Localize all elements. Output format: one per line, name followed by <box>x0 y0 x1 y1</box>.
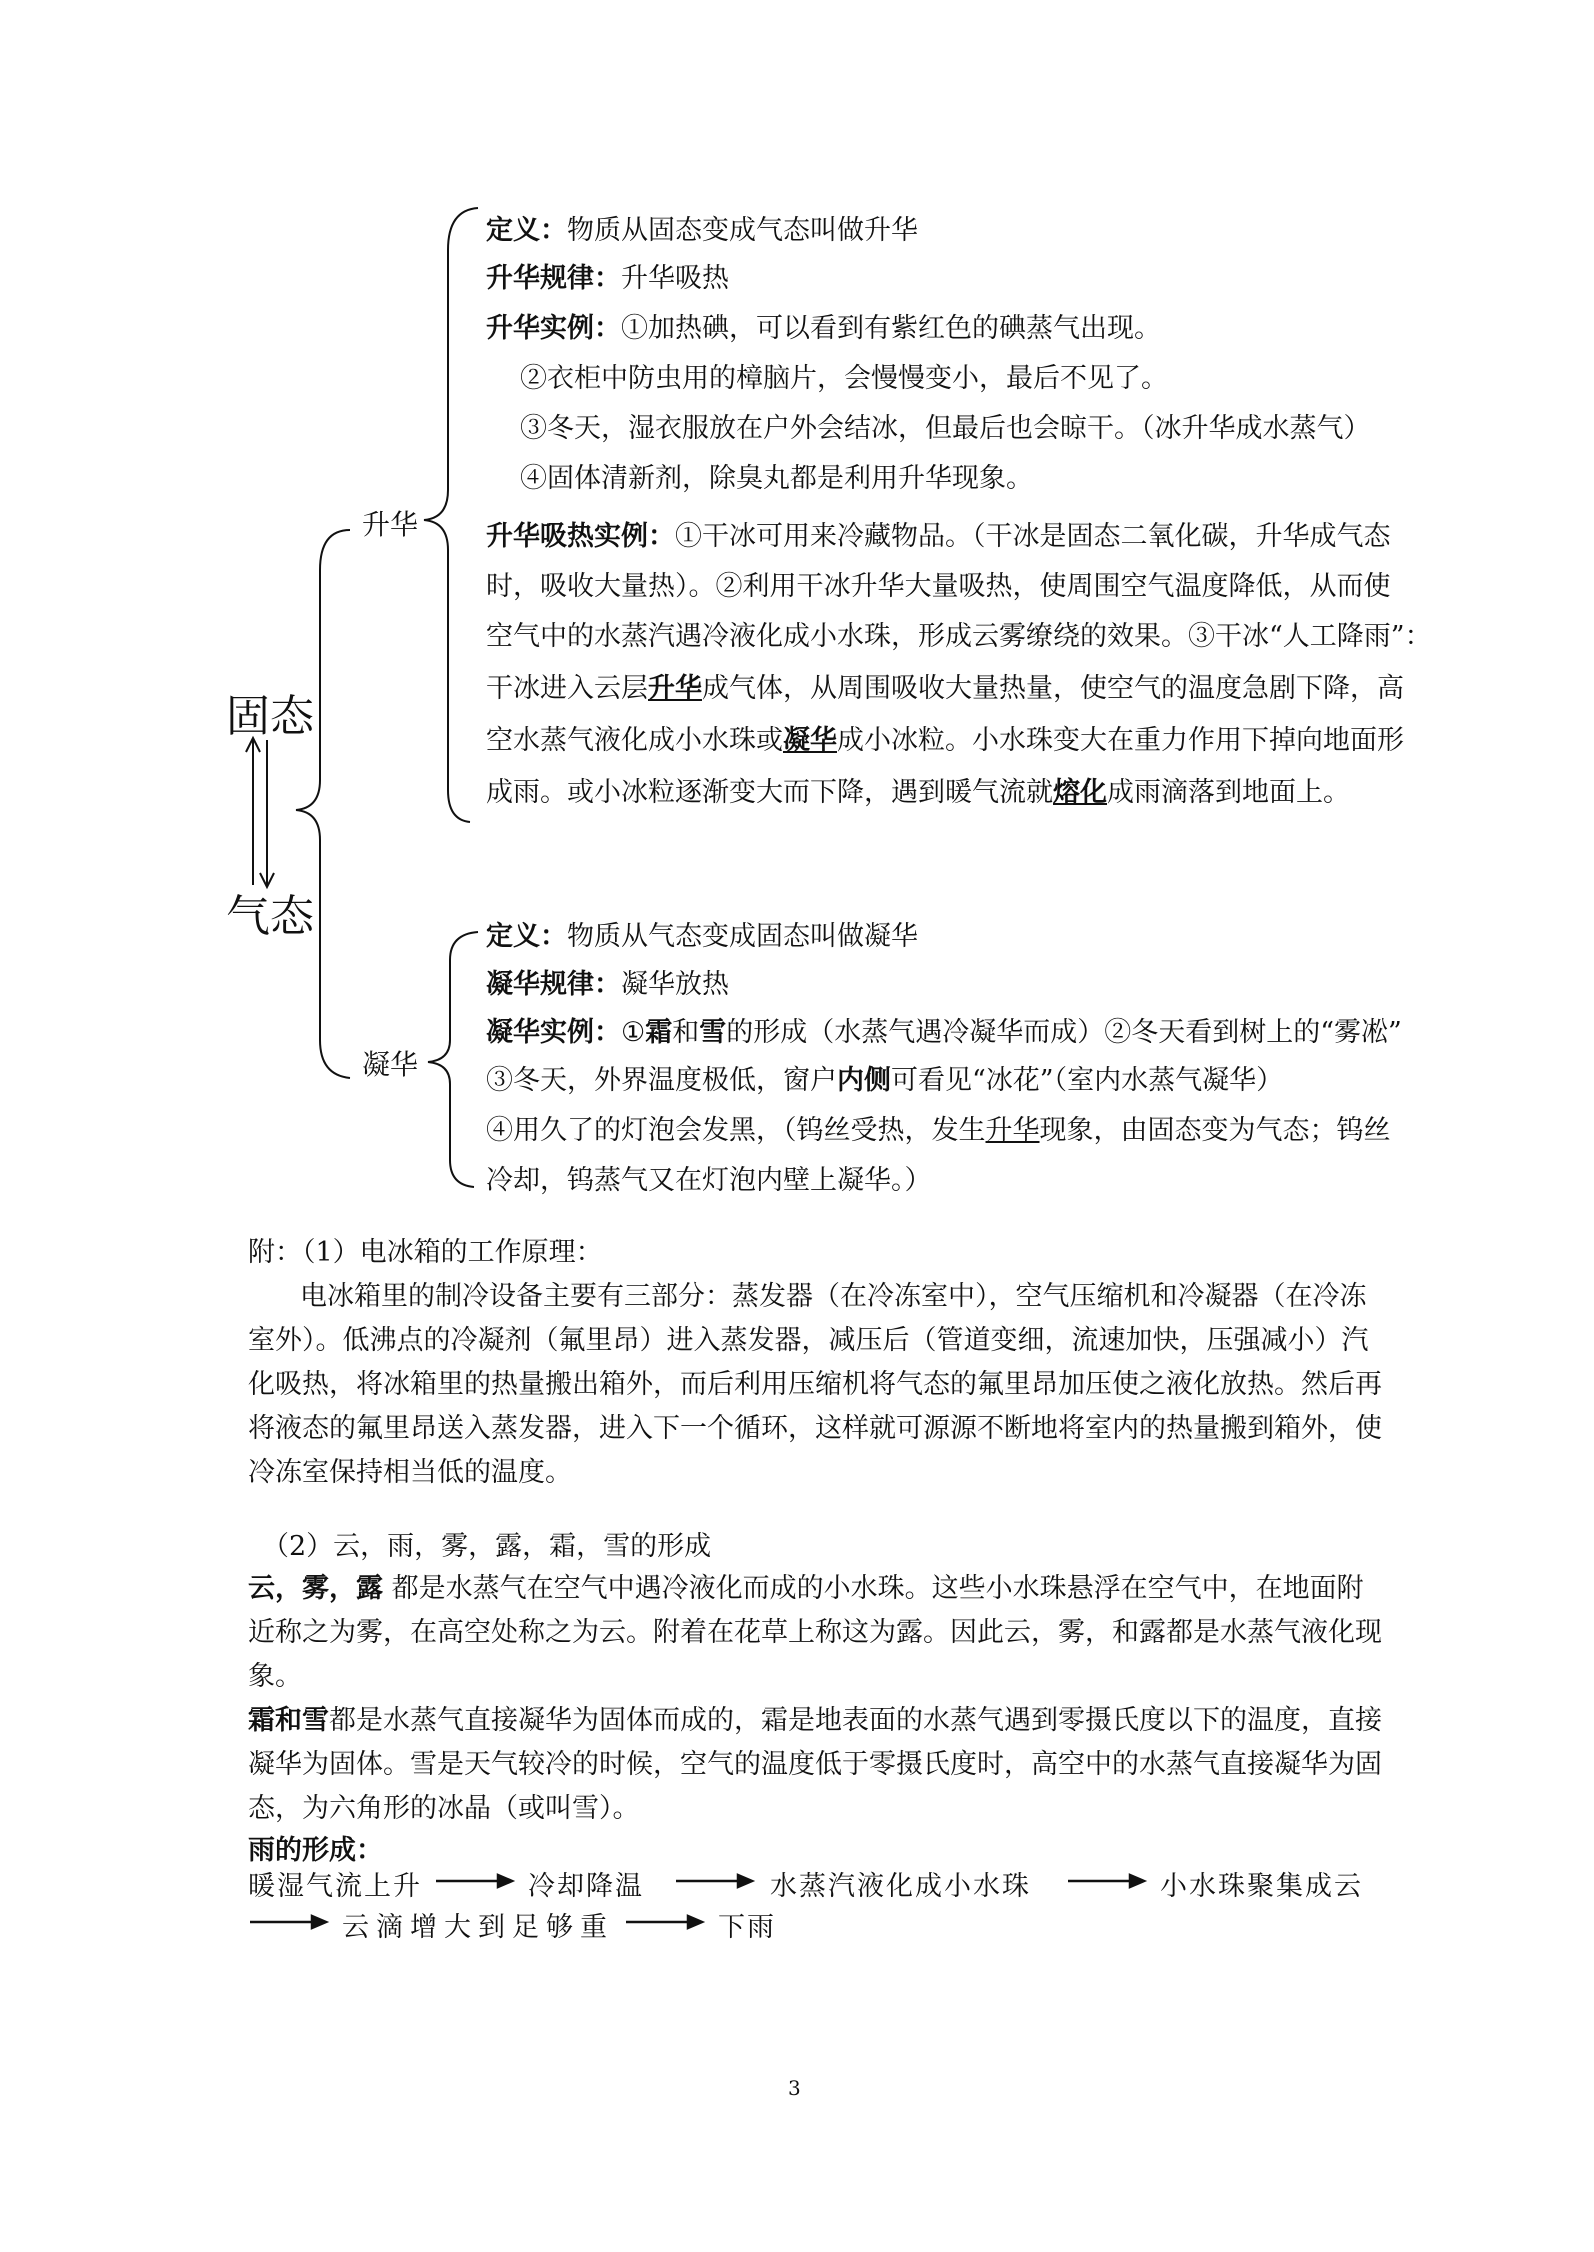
flow-step-2: 冷却降温 <box>528 1871 644 1902</box>
sublimation-example-2: ②衣柜中防虫用的樟脑片，会慢慢变小，最后不见了。 <box>520 363 1168 394</box>
sublimation-brace <box>424 208 478 822</box>
appendix1-paragraph-line-5: 冷冻室保持相当低的温度。 <box>248 1457 572 1488</box>
text: ①加热碘，可以看到有紫红色的碘蒸气出现。 <box>621 313 1161 344</box>
sublimation-heat-line-5 <box>486 724 1404 758</box>
appendix2-frost-line-2: 凝华为固体。雪是天气较冷的时候，空气的温度低于零摄氏度时，高空中的水蒸气直接凝华为固 <box>248 1749 1382 1780</box>
appendix1-paragraph-line-1: 电冰箱里的制冷设备主要有三部分：蒸发器（在冷冻室中），空气压缩机和冷凝器（在冷冻 <box>300 1281 1367 1312</box>
sublimation-example-1 <box>486 312 1161 346</box>
sublimation-example-3: ③冬天，湿衣服放在户外会结冰，但最后也会晾干。（冰升华成水蒸气） <box>520 413 1371 444</box>
text: 的形成（水蒸气遇冷凝华而成）②冬天看到树上的“雾凇” <box>726 1017 1402 1048</box>
flow-step-5: 云滴增大到足够重 <box>342 1912 614 1943</box>
deposition-brace <box>428 932 478 1187</box>
sublimation-definition <box>486 214 918 248</box>
text: 空水蒸气液化成小水珠或 <box>486 725 783 756</box>
text: 成小冰粒。小水珠变大在重力作用下掉向地面形 <box>837 725 1404 756</box>
appendix1-paragraph-line-4: 将液态的氟里昂送入蒸发器，进入下一个循环，这样就可源源不断地将室内的热量搬到箱外，使 <box>248 1413 1382 1444</box>
label: 定义： <box>486 215 567 246</box>
text: 现象，由固态变为气态；钨丝 <box>1039 1115 1391 1146</box>
text: 凝华放热 <box>621 969 729 1000</box>
deposition-example-3 <box>486 1114 1391 1148</box>
appendix1-paragraph-line-2: 室外）。低沸点的冷凝剂（氟里昂）进入蒸发器，减压后（管道变细，流速加快，压强减小）汽 <box>248 1325 1369 1356</box>
text: 成气体，从周围吸收大量热量，使空气的温度急剧下降，高 <box>702 673 1404 704</box>
flow-step-4: 小水珠聚集成云 <box>1160 1871 1363 1902</box>
label: 升华实例： <box>486 313 621 344</box>
label: 升华吸热实例： <box>486 521 675 552</box>
emphasis: 霜和雪 <box>248 1705 329 1736</box>
label: 凝华规律： <box>486 969 621 1000</box>
sublimation-heat-line-6 <box>486 776 1350 810</box>
flow-step-3: 水蒸汽液化成小水珠 <box>770 1871 1031 1902</box>
text: 物质从气态变成固态叫做凝华 <box>567 921 918 952</box>
text: 可看见“冰花”（室内水蒸气凝华） <box>891 1065 1284 1096</box>
text: 都是水蒸气直接凝华为固体而成的，霜是地表面的水蒸气遇到零摄氏度以下的温度，直接 <box>329 1705 1382 1736</box>
text: ③冬天，外界温度极低，窗户 <box>486 1065 837 1096</box>
text: ①干冰可用来冷藏物品。（干冰是固态二氧化碳，升华成气态 <box>675 521 1391 552</box>
appendix2-cloud-line-3: 象。 <box>248 1661 302 1692</box>
emphasis: 雪 <box>699 1017 727 1048</box>
deposition-example-1 <box>486 1016 1402 1050</box>
emphasis: 内侧 <box>837 1065 891 1096</box>
page-number: 3 <box>788 2076 801 2100</box>
appendix1-paragraph-line-3: 化吸热，将冰箱里的热量搬出箱外，而后利用压缩机将气态的氟里昂加压使之液化放热。然后再 <box>248 1369 1382 1400</box>
deposition-definition <box>486 920 918 954</box>
sublimation-rule <box>486 262 729 296</box>
text: 都是水蒸气在空气中遇冷液化而成的小水珠。这些小水珠悬浮在空气中，在地面附 <box>383 1573 1364 1604</box>
branch-sublimation-label: 升华 <box>362 508 419 541</box>
deposition-example-4: 冷却，钨蒸气又在灯泡内壁上凝华。） <box>486 1165 932 1196</box>
deposition-rule <box>486 968 729 1002</box>
text: 升华吸热 <box>621 263 729 294</box>
label: 凝华实例： <box>486 1017 621 1048</box>
label: 升华规律： <box>486 263 621 294</box>
text: 成雨。或小冰粒逐渐变大而下降，遇到暖气流就 <box>486 777 1053 808</box>
rain-formation-label: 雨的形成： <box>248 1835 383 1866</box>
appendix2-frost-line-1 <box>248 1704 1382 1738</box>
text: ④用久了的灯泡会发黑，（钨丝受热，发生 <box>486 1115 986 1146</box>
emphasis: 熔化 <box>1053 777 1107 808</box>
appendix2-title: （2）云，雨，雾，露，霜，雪的形成 <box>262 1531 712 1562</box>
emphasis: 霜 <box>645 1017 673 1048</box>
sublimation-example-4: ④固体清新剂，除臭丸都是利用升华现象。 <box>520 463 1033 494</box>
flow-step-1: 暖湿气流上升 <box>248 1871 422 1902</box>
flow-step-6: 下雨 <box>718 1912 776 1943</box>
emphasis: 升华 <box>985 1115 1040 1146</box>
label: 定义： <box>486 921 567 952</box>
root-solid-label: 固态 <box>226 691 314 742</box>
sublimation-heat-line-4 <box>486 672 1404 706</box>
appendix2-cloud-line-1 <box>248 1572 1364 1606</box>
sublimation-heat-line-3: 空气中的水蒸汽遇冷液化成小水珠，形成云雾缭绕的效果。③干冰“人工降雨”： <box>486 621 1432 652</box>
text: 成雨滴落到地面上。 <box>1107 777 1350 808</box>
branch-deposition-label: 凝华 <box>362 1048 419 1081</box>
text: ① <box>621 1017 646 1048</box>
sublimation-heat-line-2: 时，吸收大量热）。②利用干冰升华大量吸热，使周围空气温度降低，从而使 <box>486 571 1391 602</box>
appendix1-title: 附：（1）电冰箱的工作原理： <box>248 1237 603 1268</box>
text: 物质从固态变成气态叫做升华 <box>567 215 918 246</box>
text: 和 <box>672 1017 700 1048</box>
emphasis: 凝华 <box>783 725 837 756</box>
emphasis: 升华 <box>648 673 702 704</box>
emphasis: 云，雾，露 <box>248 1573 383 1604</box>
root-gas-label: 气态 <box>226 891 314 942</box>
outer-brace <box>296 530 350 1078</box>
deposition-example-2 <box>486 1064 1283 1098</box>
appendix2-frost-line-3: 态，为六角形的冰晶（或叫雪）。 <box>248 1793 640 1824</box>
appendix2-cloud-line-2: 近称之为雾，在高空处称之为云。附着在花草上称这为露。因此云，雾，和露都是水蒸气液化现 <box>248 1617 1382 1648</box>
text: 干冰进入云层 <box>486 673 648 704</box>
sublimation-heat-line-1 <box>486 520 1391 554</box>
